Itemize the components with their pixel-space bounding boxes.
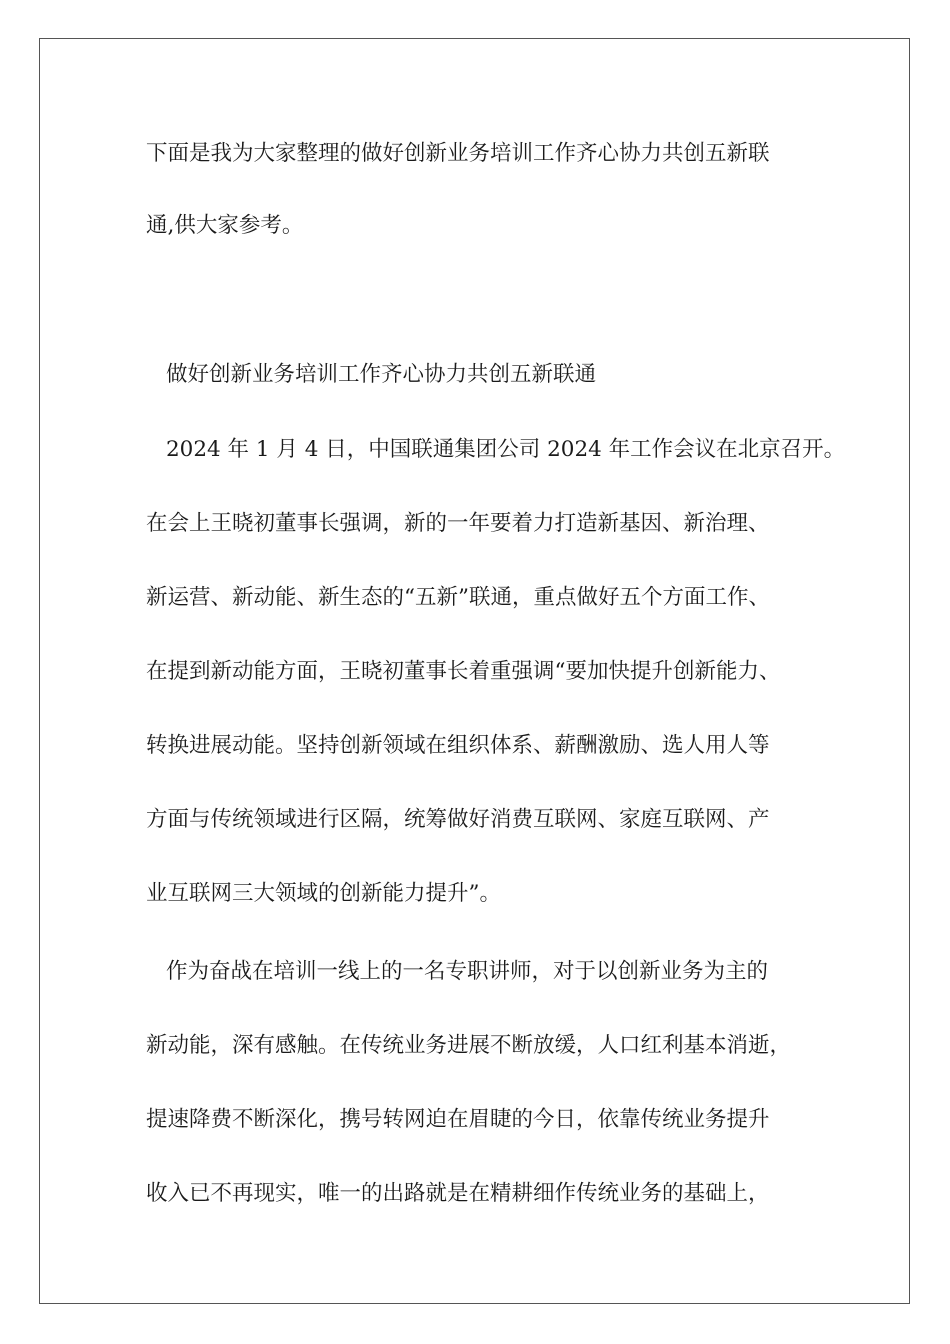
paragraph1-line-7: 业互联网三大领域的创新能力提升”。 xyxy=(146,881,501,906)
paragraph1-line-4: 在提到新动能方面，王晓初董事长着重强调“要加快提升创新能力、 xyxy=(146,659,781,684)
paragraph1-line-3: 新运营、新动能、新生态的“五新”联通，重点做好五个方面工作、 xyxy=(146,585,770,610)
document-title: 做好创新业务培训工作齐心协力共创五新联通 xyxy=(166,362,597,387)
paragraph1-line-6: 方面与传统领域进行区隔，统筹做好消费互联网、家庭互联网、产 xyxy=(146,807,770,832)
paragraph1-line-5: 转换进展动能。坚持创新领域在组织体系、薪酬激励、选人用人等 xyxy=(146,733,770,758)
paragraph2-line-3: 提速降费不断深化，携号转网迫在眉睫的今日，依靠传统业务提升 xyxy=(146,1107,770,1132)
paragraph2-line-4: 收入已不再现实，唯一的出路就是在精耕细作传统业务的基础上， xyxy=(146,1181,770,1206)
paragraph1-line-1: 2024 年 1 月 4 日，中国联通集团公司 2024 年工作会议在北京召开。 xyxy=(166,437,846,462)
paragraph1-line-2: 在会上王晓初董事长强调，新的一年要着力打造新基因、新治理、 xyxy=(146,511,770,536)
paragraph2-line-1: 作为奋战在培训一线上的一名专职讲师，对于以创新业务为主的 xyxy=(166,959,769,984)
intro-line-1: 下面是我为大家整理的做好创新业务培训工作齐心协力共创五新联 xyxy=(146,141,770,166)
intro-line-2: 通,供大家参考。 xyxy=(146,213,304,238)
paragraph2-line-2: 新动能，深有感触。在传统业务进展不断放缓，人口红利基本消逝， xyxy=(146,1033,792,1058)
